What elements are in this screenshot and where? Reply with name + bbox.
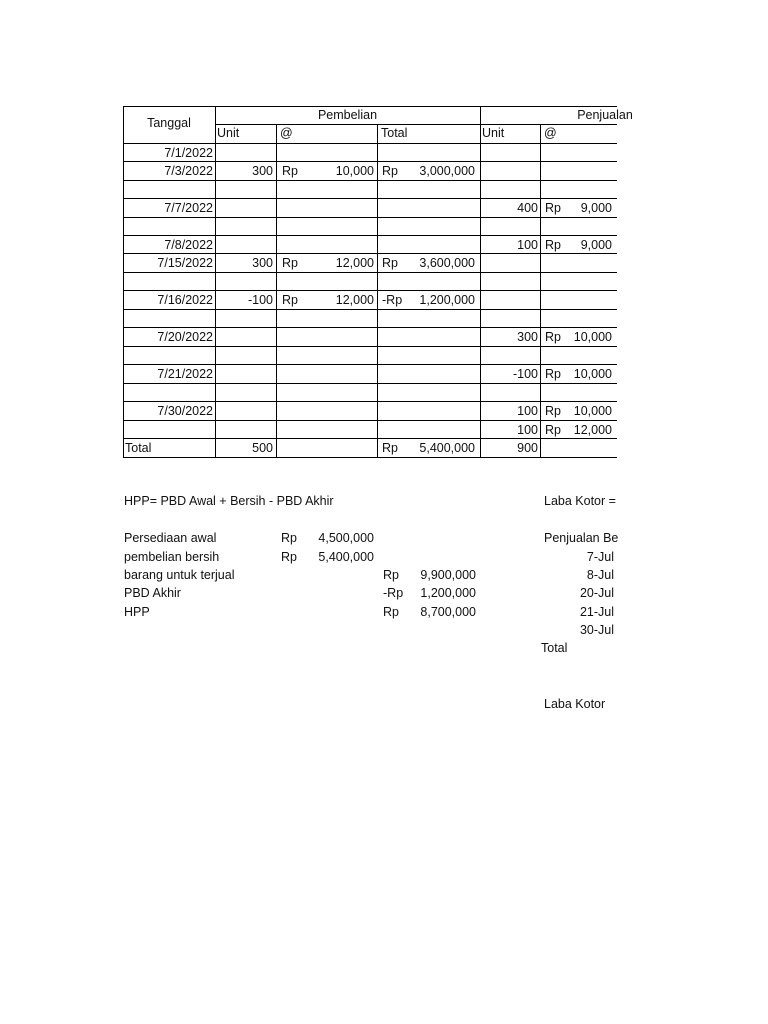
header-unit: Unit	[217, 126, 240, 140]
cell-sales-unit: 300	[517, 330, 538, 344]
laba-date: 21-Jul	[579, 605, 614, 619]
hpp-formula: HPP= PBD Awal + Bersih - PBD Akhir	[124, 494, 334, 508]
laba-date: 8-Jul	[586, 568, 614, 582]
cell-sales-unit: 100	[517, 238, 538, 252]
hpp-line-label: HPP	[124, 605, 150, 619]
header-at: @	[280, 126, 293, 140]
row-divider	[123, 290, 617, 291]
row-divider	[123, 383, 617, 384]
cell-date: 7/3/2022	[164, 164, 213, 178]
cell-purchase-total-rp: -Rp	[382, 293, 403, 307]
row-divider	[123, 438, 617, 439]
cell-sales-rp: Rp	[545, 330, 561, 344]
row-divider	[123, 327, 617, 328]
cell-sales-price: 10,000	[573, 367, 612, 381]
cell-sales-price: 12,000	[573, 423, 612, 437]
row-divider	[123, 457, 617, 458]
hpp-line-label: Persediaan awal	[124, 531, 217, 545]
penjualan-bersih-label: Penjualan Be	[544, 531, 619, 545]
cell-sales-price: 9,000	[580, 238, 612, 252]
laba-date: 20-Jul	[579, 586, 614, 600]
laba-total-label: Total	[541, 641, 568, 655]
hpp-rp1: Rp	[281, 550, 297, 564]
hpp-line-label: barang untuk terjual	[124, 568, 235, 582]
hpp-rp1: Rp	[281, 531, 297, 545]
cell-date: 7/8/2022	[164, 238, 213, 252]
cell-purchase-unit: 300	[252, 256, 273, 270]
cell-purchase-total: 3,600,000	[419, 256, 475, 270]
row-divider	[123, 143, 617, 144]
hpp-rp2: -Rp	[383, 586, 404, 600]
cell-sales-rp: Rp	[545, 238, 561, 252]
hpp-line-label: PBD Akhir	[124, 586, 181, 600]
laba-date: 30-Jul	[579, 623, 614, 637]
header-unit-sales: Unit	[482, 126, 505, 140]
cell-date: 7/21/2022	[157, 367, 213, 381]
hpp-value2: 8,700,000	[420, 605, 476, 619]
cell-date: 7/15/2022	[157, 256, 213, 270]
cell-purchase-total-rp: Rp	[382, 256, 398, 270]
cell-sales-price: 9,000	[580, 201, 612, 215]
cell-purchase-total-rp: Rp	[382, 164, 398, 178]
cell-sales-rp: Rp	[545, 423, 561, 437]
row-divider	[123, 309, 617, 310]
row-divider	[123, 235, 617, 236]
row-divider	[123, 253, 617, 254]
total-purchase-rp: Rp	[382, 441, 398, 455]
total-label: Total	[125, 441, 152, 455]
row-divider	[123, 217, 617, 218]
hpp-line-label: pembelian bersih	[124, 550, 220, 564]
cell-purchase-rp: Rp	[282, 293, 298, 307]
hpp-value1: 4,500,000	[318, 531, 374, 545]
cell-purchase-price: 12,000	[335, 256, 374, 270]
laba-kotor-label: Laba Kotor	[544, 697, 606, 711]
row-divider	[123, 420, 617, 421]
cell-sales-price: 10,000	[573, 330, 612, 344]
hpp-rp2: Rp	[383, 568, 399, 582]
cell-sales-rp: Rp	[545, 404, 561, 418]
cell-purchase-rp: Rp	[282, 256, 298, 270]
header-total: Total	[381, 126, 408, 140]
row-divider	[123, 272, 617, 273]
cell-sales-unit: -100	[512, 367, 538, 381]
cell-purchase-total: 3,000,000	[419, 164, 475, 178]
laba-date: 7-Jul	[586, 550, 614, 564]
cell-sales-rp: Rp	[545, 201, 561, 215]
cell-sales-unit: 400	[517, 201, 538, 215]
cell-sales-unit: 100	[517, 404, 538, 418]
laba-kotor-formula: Laba Kotor =	[544, 494, 616, 508]
row-divider	[123, 364, 617, 365]
cell-purchase-price: 10,000	[335, 164, 374, 178]
row-divider	[123, 346, 617, 347]
hpp-value2: 1,200,000	[420, 586, 476, 600]
cell-sales-rp: Rp	[545, 367, 561, 381]
row-divider	[123, 198, 617, 199]
header-penjualan: Penjualan	[577, 108, 633, 122]
col-divider	[215, 106, 216, 458]
row-divider	[123, 161, 617, 162]
cell-sales-price: 10,000	[573, 404, 612, 418]
hpp-value1: 5,400,000	[318, 550, 374, 564]
cell-date: 7/20/2022	[157, 330, 213, 344]
cell-date: 7/30/2022	[157, 404, 213, 418]
total-sales-unit: 900	[517, 441, 538, 455]
cell-sales-unit: 100	[517, 423, 538, 437]
total-purchase-value: 5,400,000	[419, 441, 475, 455]
row-divider	[123, 180, 617, 181]
hpp-value2: 9,900,000	[420, 568, 476, 582]
cell-date: 7/7/2022	[164, 201, 213, 215]
cell-purchase-price: 12,000	[335, 293, 374, 307]
cell-purchase-total: 1,200,000	[419, 293, 475, 307]
cell-date: 7/1/2022	[164, 146, 213, 160]
total-purchase-unit: 500	[252, 441, 273, 455]
cell-date: 7/16/2022	[157, 293, 213, 307]
row-divider	[123, 401, 617, 402]
cell-purchase-unit: 300	[252, 164, 273, 178]
table-border-top	[123, 106, 617, 107]
hpp-rp2: Rp	[383, 605, 399, 619]
header-pembelian: Pembelian	[317, 108, 378, 122]
header-at-sales: @	[544, 126, 557, 140]
cell-purchase-rp: Rp	[282, 164, 298, 178]
header-tanggal: Tanggal	[147, 116, 191, 130]
cell-purchase-unit: -100	[247, 293, 273, 307]
